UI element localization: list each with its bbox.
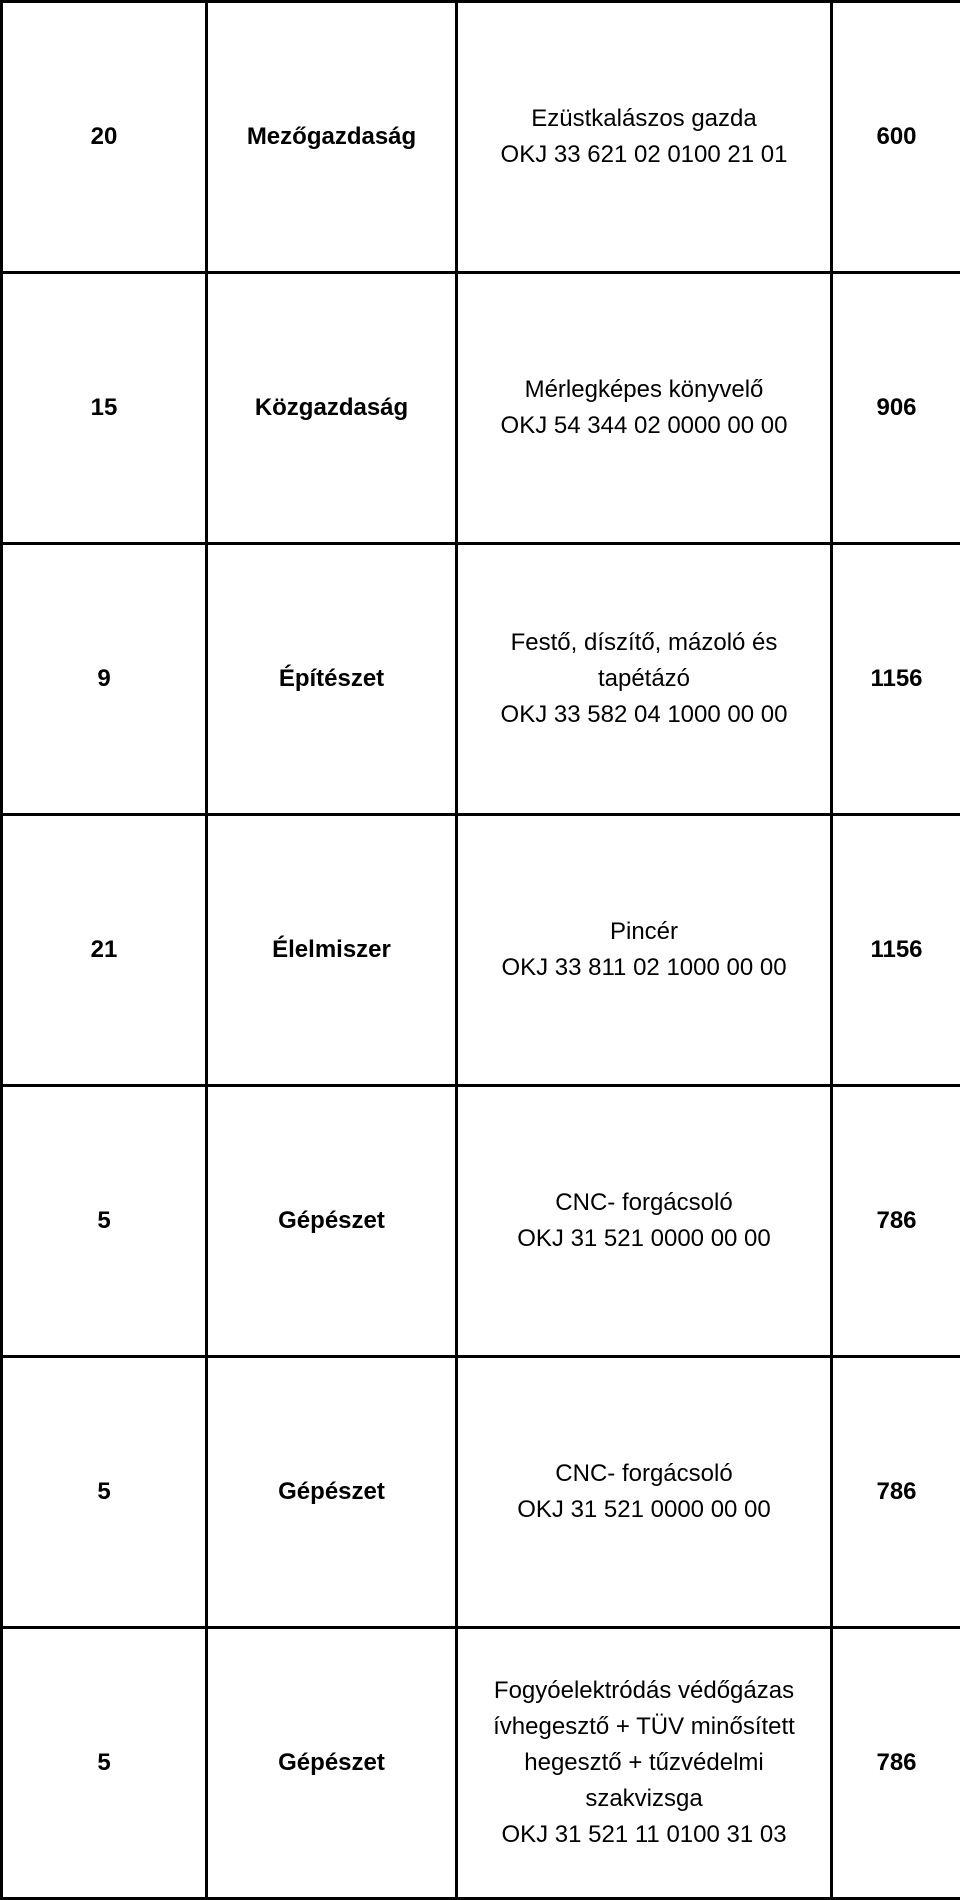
profession-line: Festő, díszítő, mázoló és (464, 625, 824, 661)
profession-line: hegesztő + tűzvédelmi (464, 1745, 824, 1781)
table-row (2, 273, 960, 544)
profession-line: Mérlegképes könyvelő (464, 372, 824, 408)
profession-line: Fogyóelektródás védőgázas (464, 1673, 824, 1709)
row-id: 5 (2, 1628, 207, 1899)
row-value: 1156 (832, 544, 960, 815)
row-profession (457, 1628, 832, 1899)
row-profession (457, 2, 832, 273)
table-row (2, 544, 960, 815)
row-value: 786 (832, 1628, 960, 1899)
table-row (2, 1628, 960, 1899)
profession-line: OKJ 54 344 02 0000 00 00 (464, 408, 824, 444)
table-row (2, 1086, 960, 1357)
row-sector: Gépészet (207, 1628, 457, 1899)
table-row (2, 2, 960, 273)
row-sector: Közgazdaság (207, 273, 457, 544)
row-profession (457, 273, 832, 544)
row-sector: Építészet (207, 544, 457, 815)
row-profession (457, 544, 832, 815)
row-id: 5 (2, 1357, 207, 1628)
row-id: 20 (2, 2, 207, 273)
profession-line: OKJ 33 582 04 1000 00 00 (464, 697, 824, 733)
profession-line: OKJ 31 521 0000 00 00 (464, 1492, 824, 1528)
row-profession (457, 1086, 832, 1357)
table-row (2, 1357, 960, 1628)
profession-line: Pincér (464, 914, 824, 950)
profession-line: tapétázó (464, 661, 824, 697)
row-id: 5 (2, 1086, 207, 1357)
row-value: 786 (832, 1086, 960, 1357)
profession-line: szakvizsga (464, 1781, 824, 1817)
table-row (2, 815, 960, 1086)
row-id: 9 (2, 544, 207, 815)
profession-line: ívhegesztő + TÜV minősített (464, 1709, 824, 1745)
row-profession (457, 1357, 832, 1628)
row-value: 600 (832, 2, 960, 273)
profession-line: OKJ 33 621 02 0100 21 01 (464, 137, 824, 173)
row-id: 21 (2, 815, 207, 1086)
row-value: 906 (832, 273, 960, 544)
profession-line: OKJ 33 811 02 1000 00 00 (464, 950, 824, 986)
profession-line: Ezüstkalászos gazda (464, 101, 824, 137)
row-sector: Élelmiszer (207, 815, 457, 1086)
row-id: 15 (2, 273, 207, 544)
row-sector: Gépészet (207, 1086, 457, 1357)
row-profession (457, 815, 832, 1086)
profession-line: CNC- forgácsoló (464, 1456, 824, 1492)
profession-line: OKJ 31 521 11 0100 31 03 (464, 1817, 824, 1853)
row-value: 786 (832, 1357, 960, 1628)
row-sector: Mezőgazdaság (207, 2, 457, 273)
profession-line: CNC- forgácsoló (464, 1185, 824, 1221)
row-value: 1156 (832, 815, 960, 1086)
row-sector: Gépészet (207, 1357, 457, 1628)
profession-line: OKJ 31 521 0000 00 00 (464, 1221, 824, 1257)
